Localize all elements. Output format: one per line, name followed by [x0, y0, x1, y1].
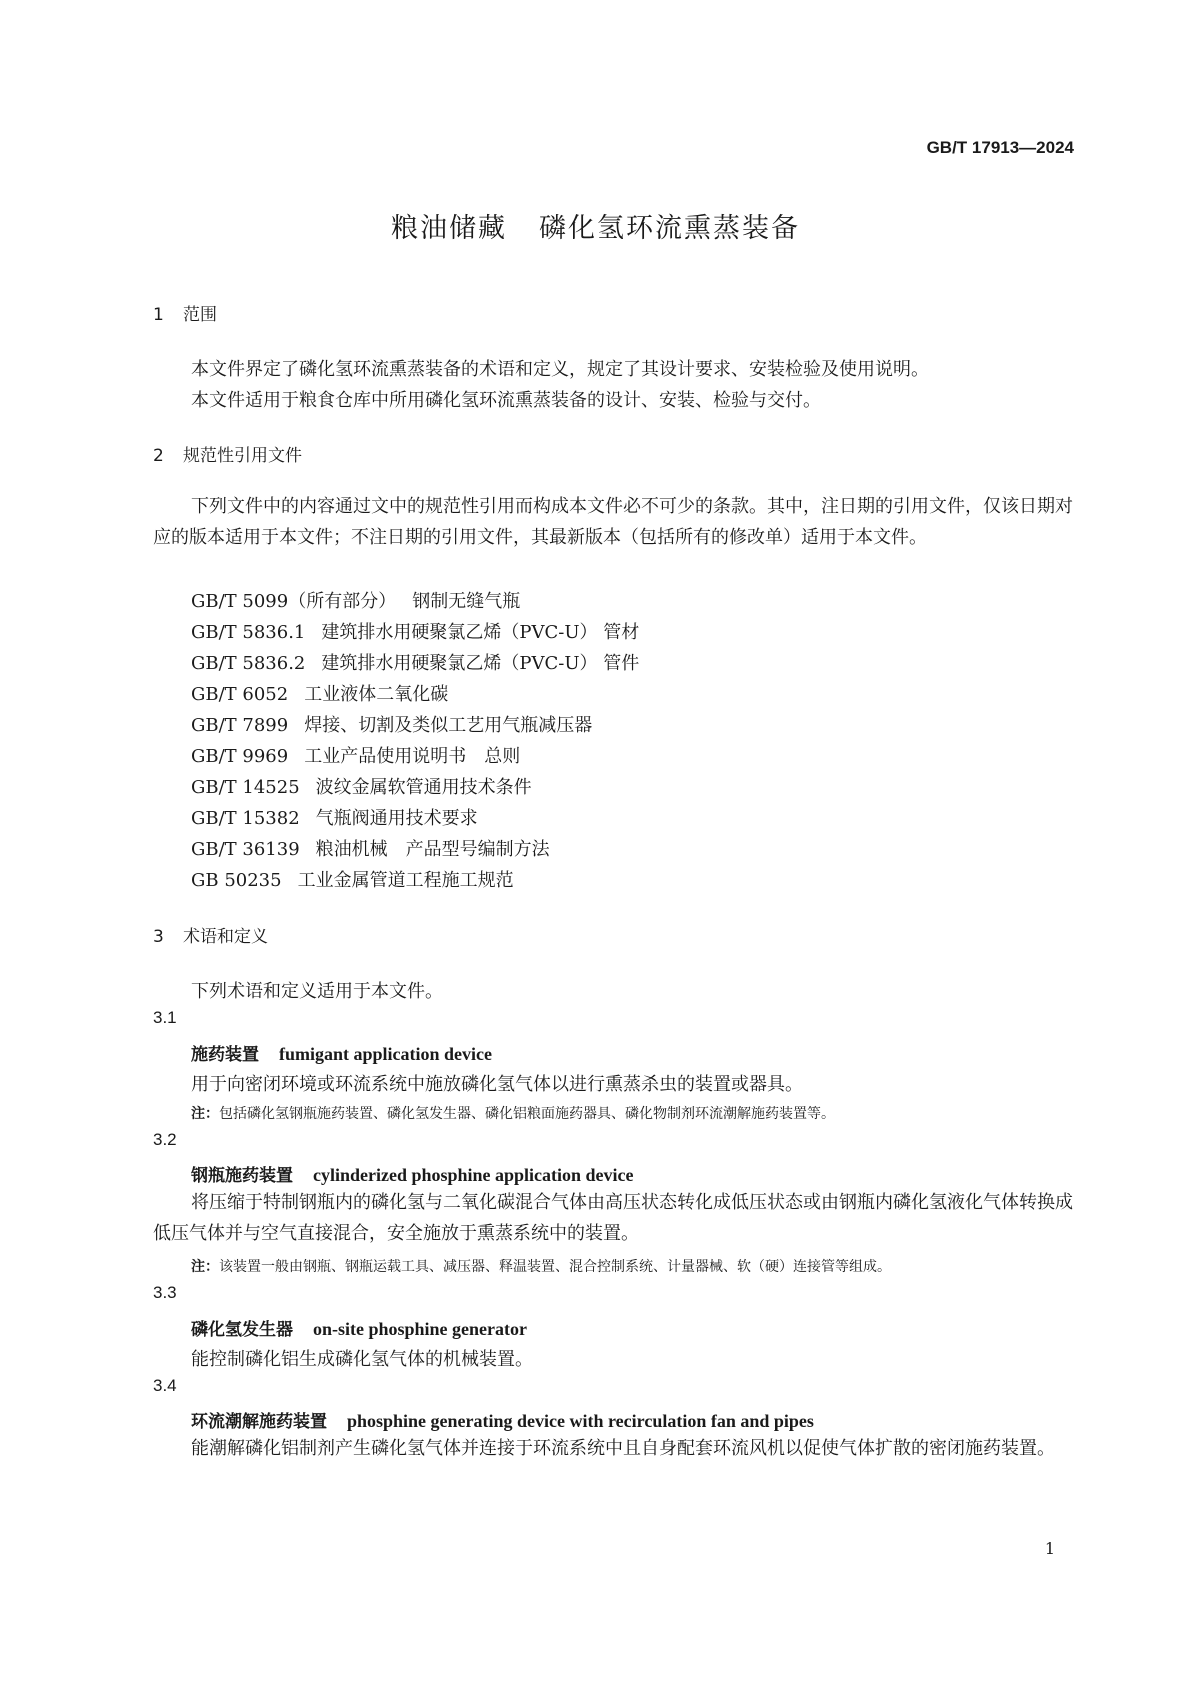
title-part-1: 粮油储藏 [391, 213, 507, 244]
note-text: 包括磷化氢钢瓶施药装置、磷化氢发生器、磷化铝粮面施药器具、磷化物制剂环流潮解施药装置等。 [219, 1106, 835, 1122]
reference-name: 建筑排水用硬聚氯乙烯（PVC-U） 管材 [321, 622, 640, 643]
section-title: 范围 [183, 305, 217, 325]
section-heading-normative-references [153, 441, 302, 466]
page-number: 1 [1044, 1539, 1055, 1558]
reference-name: 工业液体二氧化碳 [304, 684, 449, 705]
section-heading-scope [153, 300, 217, 325]
term-heading [191, 1040, 492, 1065]
reference-name: 建筑排水用硬聚氯乙烯（PVC-U） 管件 [321, 653, 640, 674]
note-label: 注： [191, 1106, 219, 1122]
reference-code: GB/T 9969 [191, 746, 289, 767]
reference-item [191, 742, 520, 768]
terms-intro: 下列术语和定义适用于本文件。 [191, 981, 443, 1002]
reference-item [191, 711, 592, 737]
term-number: 3.2 [153, 1130, 177, 1149]
term-zh: 钢瓶施药装置 [191, 1166, 293, 1186]
reference-code: GB 50235 [191, 870, 282, 891]
term-note [191, 1103, 835, 1123]
term-definition: 能控制磷化铝生成磷化氢气体的机械装置。 [191, 1349, 533, 1370]
section-title: 术语和定义 [183, 927, 268, 947]
reference-item [191, 773, 532, 799]
term-zh: 磷化氢发生器 [191, 1320, 293, 1340]
reference-name: 粮油机械 产品型号编制方法 [315, 839, 550, 860]
reference-item [191, 618, 639, 644]
reference-code: GB/T 5099（所有部分） [191, 591, 397, 612]
term-heading [191, 1161, 634, 1186]
reference-name: 焊接、切割及类似工艺用气瓶减压器 [304, 715, 593, 736]
note-text: 该装置一般由钢瓶、钢瓶运载工具、减压器、释温装置、混合控制系统、计量器械、软（硬）连接管等组成。 [219, 1259, 891, 1275]
term-number: 3.1 [153, 1008, 177, 1027]
term-en: cylinderized phosphine application device [313, 1165, 634, 1185]
section-number: 2 [153, 446, 164, 466]
term-definition: 用于向密闭环境或环流系统中施放磷化氢气体以进行熏蒸杀虫的装置或器具。 [191, 1074, 803, 1095]
reference-code: GB/T 36139 [191, 839, 300, 860]
term-heading [191, 1315, 527, 1340]
reference-item [191, 804, 478, 830]
reference-item [191, 587, 520, 613]
section-number: 3 [153, 927, 164, 947]
reference-item [191, 649, 639, 675]
term-number: 3.4 [153, 1376, 177, 1395]
reference-code: GB/T 15382 [191, 808, 300, 829]
reference-name: 波纹金属软管通用技术条件 [315, 777, 532, 798]
reference-code: GB/T 7899 [191, 715, 289, 736]
reference-code: GB/T 5836.2 [191, 653, 306, 674]
term-zh: 环流潮解施药装置 [191, 1412, 327, 1432]
reference-item [191, 680, 448, 706]
term-definition: 将压缩于特制钢瓶内的磷化氢与二氧化碳混合气体由高压状态转化成低压状态或由钢瓶内磷化氢液化气体转换成低压气体并与空气直接混合，安全施放于熏蒸系统中的装置。 [153, 1192, 1073, 1244]
term-note [191, 1256, 891, 1276]
term-zh: 施药装置 [191, 1045, 259, 1065]
term-en: fumigant application device [279, 1044, 493, 1064]
title-part-2: 磷化氢环流熏蒸装备 [539, 213, 800, 244]
term-en: on-site phosphine generator [313, 1319, 528, 1339]
scope-paragraph-2: 本文件适用于粮食仓库中所用磷化氢环流熏蒸装备的设计、安装、检验与交付。 [191, 390, 821, 411]
term-en: phosphine generating device with recirculation fan and pipes [347, 1411, 814, 1431]
section-title: 规范性引用文件 [183, 446, 302, 466]
reference-code: GB/T 5836.1 [191, 622, 306, 643]
reference-code: GB/T 6052 [191, 684, 289, 705]
reference-item [191, 866, 514, 892]
references-intro-paragraph: 下列文件中的内容通过文中的规范性引用而构成本文件必不可少的条款。其中，注日期的引用文件，仅该日期对应的版本适用于本文件；不注日期的引用文件，其最新版本（包括所有的修改单）适用于本文件。 [153, 496, 1073, 548]
reference-item [191, 835, 550, 861]
document-title [0, 206, 1191, 245]
reference-name: 钢制无缝气瓶 [412, 591, 521, 612]
reference-name: 工业金属管道工程施工规范 [297, 870, 514, 891]
reference-name: 工业产品使用说明书 总则 [304, 746, 521, 767]
scope-paragraph-1: 本文件界定了磷化氢环流熏蒸装备的术语和定义，规定了其设计要求、安装检验及使用说明。 [191, 359, 929, 380]
section-heading-terms-and-definitions [153, 922, 268, 947]
standard-number: GB/T 17913—2024 [926, 138, 1074, 157]
reference-code: GB/T 14525 [191, 777, 300, 798]
term-heading [191, 1407, 814, 1432]
term-definition: 能潮解磷化铝制剂产生磷化氢气体并连接于环流系统中且自身配套环流风机以促使气体扩散的密闭施药装置。 [191, 1438, 1055, 1459]
section-number: 1 [153, 305, 164, 325]
note-label: 注： [191, 1259, 219, 1275]
term-number: 3.3 [153, 1283, 177, 1302]
reference-name: 气瓶阀通用技术要求 [315, 808, 478, 829]
